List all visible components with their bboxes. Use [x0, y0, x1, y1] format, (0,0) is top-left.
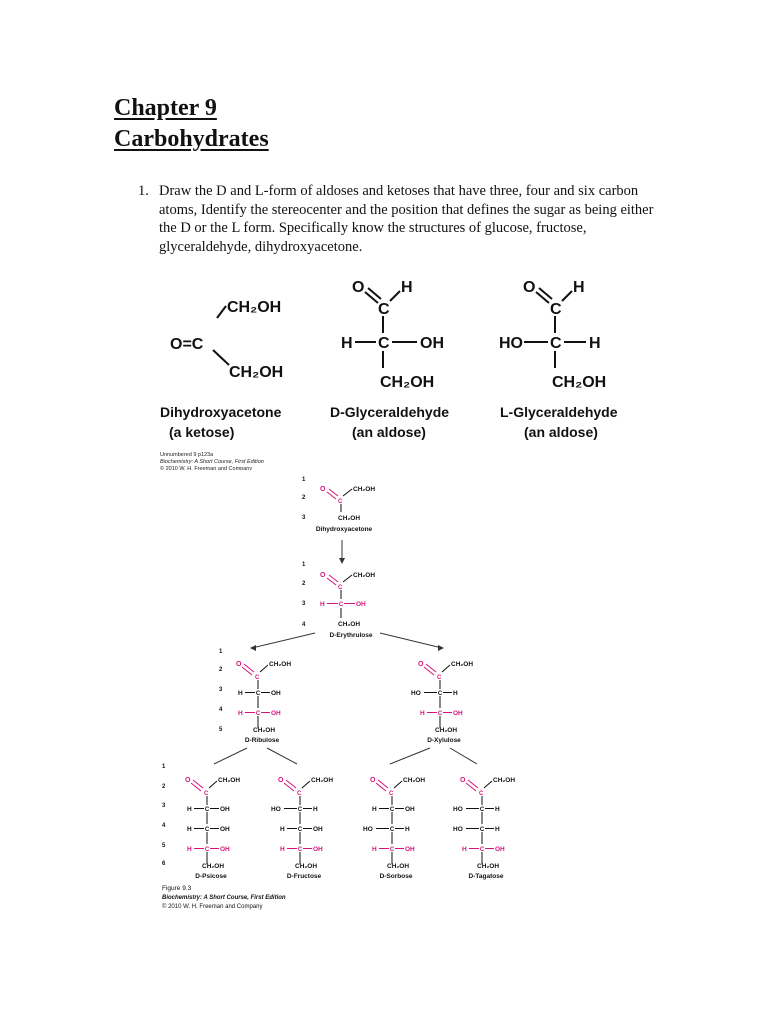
- dha2-c3: CH₂OH: [338, 515, 361, 522]
- ribulose-c2: C: [255, 675, 260, 681]
- fructose-bottom: CH₂OH: [295, 863, 318, 870]
- fructose-c2: C: [297, 791, 302, 797]
- hexose-arrow: [450, 748, 477, 764]
- ery-name: D-Erythrulose: [329, 632, 373, 639]
- sorbose-c2: C: [389, 791, 394, 797]
- fig2-credit-1: Figure 9.3: [162, 885, 192, 892]
- lgly-c2: C: [550, 335, 562, 352]
- ribulose-oxygen: O: [236, 661, 242, 668]
- ery-bottom: CH₂OH: [338, 621, 361, 628]
- dha2-c2: C: [338, 499, 343, 505]
- dha2-name: Dihydroxyacetone: [315, 526, 373, 533]
- ribulose-left-1: H: [238, 710, 243, 717]
- arrow-head: [339, 558, 345, 564]
- dgly-name: D-Glyceraldehyde: [330, 404, 450, 420]
- sorbose-left-2: H: [372, 846, 377, 853]
- ribulose-right-0: OH: [271, 690, 281, 697]
- tagatose-right-2: OH: [495, 846, 505, 853]
- lgly-right: H: [589, 335, 601, 352]
- arrow-head: [250, 645, 256, 651]
- hexose-number-4: 4: [162, 823, 166, 829]
- psicose-c1-bond: [209, 781, 217, 788]
- sorbose-right-0: OH: [405, 806, 415, 813]
- tagatose-carbon-0: C: [479, 807, 485, 813]
- ribulose-left-0: H: [238, 690, 243, 697]
- fructose-c1-bond: [302, 781, 310, 788]
- xylulose-name: D-Xylulose: [427, 737, 461, 744]
- question-number: 1.: [138, 183, 149, 199]
- psicose-left-2: H: [187, 846, 192, 853]
- fructose-left-1: H: [280, 826, 285, 833]
- tagatose-carbonyl-bond: [466, 783, 476, 791]
- dgly-right: OH: [420, 335, 444, 352]
- xylulose-left-0: HO: [411, 690, 421, 697]
- hexose-number-6: 6: [162, 861, 166, 867]
- dgly-type: (an aldose): [352, 424, 426, 440]
- ery-right: OH: [356, 601, 366, 608]
- fructose-carbonyl-bond: [284, 783, 294, 791]
- tagatose-carbon-1: C: [479, 827, 485, 833]
- tagatose-left-0: HO: [453, 806, 463, 813]
- tagatose-c2: C: [479, 791, 484, 797]
- sorbose-right-1: H: [405, 826, 410, 833]
- hexose-number-5: 5: [162, 843, 166, 849]
- lgly-left: HO: [499, 335, 523, 352]
- ribulose-carbonyl-bond: [244, 664, 254, 672]
- psicose-c2: C: [204, 791, 209, 797]
- sorbose-right-2: OH: [405, 846, 415, 853]
- ery-oxygen: O: [320, 572, 326, 579]
- psicose-carbon-0: C: [204, 807, 210, 813]
- dha2-c1: CH₂OH: [353, 486, 376, 493]
- lgly-name: L-Glyceraldehyde: [500, 404, 618, 420]
- xylulose-c2: C: [437, 675, 442, 681]
- dgly-o: O: [352, 279, 365, 296]
- lgly-o: O: [523, 279, 536, 296]
- sorbose-oxygen: O: [370, 777, 376, 784]
- pentose-number-3: 3: [219, 687, 223, 693]
- dha-number-2: 2: [302, 495, 306, 501]
- psicose-carbon-2: C: [204, 847, 210, 853]
- xylulose-carbonyl-bond: [426, 664, 436, 672]
- fructose-left-2: H: [280, 846, 285, 853]
- sorbose-c1-bond: [394, 781, 402, 788]
- xylulose-carbonyl-bond: [424, 667, 434, 675]
- fig1-credit-1: Unnumbered 9 p123a: [160, 452, 214, 458]
- dha-number-3: 3: [302, 515, 306, 521]
- pentose-number-2: 2: [219, 667, 223, 673]
- ery-number-2: 2: [302, 581, 306, 587]
- lgly-c1: C: [550, 301, 562, 318]
- hexose-arrow: [267, 748, 297, 764]
- psicose-left-0: H: [187, 806, 192, 813]
- fig1-credit-3: © 2010 W. H. Freeman and Company: [160, 466, 253, 470]
- ery-c2: C: [338, 585, 343, 591]
- chapter-subtitle: Carbohydrates: [114, 126, 269, 152]
- hexose-number-1: 1: [162, 764, 166, 770]
- arrow-head: [438, 645, 444, 651]
- lgly-type: (an aldose): [524, 424, 598, 440]
- dha-type: (a ketose): [169, 424, 235, 440]
- xylulose-bottom: CH₂OH: [435, 727, 458, 734]
- sorbose-c1: CH₂OH: [403, 777, 426, 784]
- sorbose-carbon-1: C: [389, 827, 395, 833]
- dgly-c1: C: [378, 301, 390, 318]
- xylulose-carbon-0: C: [437, 691, 443, 697]
- sorbose-carbon-2: C: [389, 847, 395, 853]
- dha-top-group: CH₂OH: [227, 299, 282, 316]
- hexose-arrow: [214, 748, 247, 764]
- psicose-c1: CH₂OH: [218, 777, 241, 784]
- pentose-number-1: 1: [219, 649, 223, 655]
- fig1-credit-2: Biochemistry: A Short Course, First Edition: [160, 459, 264, 465]
- tagatose-name: D-Tagatose: [468, 873, 504, 880]
- branch-arrow: [252, 633, 315, 648]
- psicose-carbon-1: C: [204, 827, 210, 833]
- tagatose-carbon-2: C: [479, 847, 485, 853]
- ribulose-c1: CH₂OH: [269, 661, 292, 668]
- ery-c1-bond: [343, 575, 352, 582]
- dha-number-1: 1: [302, 477, 306, 483]
- fructose-c1: CH₂OH: [311, 777, 334, 784]
- psicose-right-2: OH: [220, 846, 230, 853]
- dgly-left: H: [341, 335, 353, 352]
- psicose-left-1: H: [187, 826, 192, 833]
- ery-left: H: [320, 601, 325, 608]
- fructose-carbon-1: C: [297, 827, 303, 833]
- sorbose-bottom: CH₂OH: [387, 863, 410, 870]
- ery-number-4: 4: [302, 622, 306, 628]
- ribulose-bottom: CH₂OH: [253, 727, 276, 734]
- tagatose-left-2: H: [462, 846, 467, 853]
- fructose-right-0: H: [313, 806, 318, 813]
- psicose-oxygen: O: [185, 777, 191, 784]
- xylulose-oxygen: O: [418, 661, 424, 668]
- dha-bottom-group: CH₂OH: [229, 364, 284, 381]
- pentose-number-5: 5: [219, 727, 223, 733]
- tagatose-right-1: H: [495, 826, 500, 833]
- tagatose-c1: CH₂OH: [493, 777, 516, 784]
- dgly-h: H: [401, 279, 413, 296]
- dha-carbonyl: O=C: [170, 336, 204, 353]
- ribulose-name: D-Ribulose: [244, 737, 280, 744]
- sorbose-carbonyl-bond: [376, 783, 386, 791]
- hexose-arrow: [390, 748, 430, 764]
- fructose-name: D-Fructose: [286, 873, 322, 880]
- hexose-number-2: 2: [162, 784, 166, 790]
- ribulose-c1-bond: [260, 665, 268, 672]
- ribulose-carbon-1: C: [255, 711, 261, 717]
- fructose-carbon-2: C: [297, 847, 303, 853]
- tagatose-left-1: HO: [453, 826, 463, 833]
- psicose-name: D-Psicose: [195, 873, 227, 880]
- ery-c3: C: [338, 602, 344, 608]
- psicose-carbonyl-bond: [193, 780, 203, 788]
- xylulose-carbon-1: C: [437, 711, 443, 717]
- psicose-right-0: OH: [220, 806, 230, 813]
- dgly-bottom: CH₂OH: [380, 374, 435, 391]
- sorbose-left-1: HO: [363, 826, 373, 833]
- fructose-oxygen: O: [278, 777, 284, 784]
- tagatose-right-0: H: [495, 806, 500, 813]
- xylulose-c1-bond: [442, 665, 450, 672]
- ery-c1: CH₂OH: [353, 572, 376, 579]
- lgly-h: H: [573, 279, 585, 296]
- tagatose-c1-bond: [484, 781, 492, 788]
- fructose-carbon-0: C: [297, 807, 303, 813]
- dha2-c1-bond: [343, 489, 352, 496]
- xylulose-left-1: H: [420, 710, 425, 717]
- ribulose-carbon-0: C: [255, 691, 261, 697]
- psicose-bottom: CH₂OH: [202, 863, 225, 870]
- fig2-credit-3: © 2010 W. H. Freeman and Company: [162, 904, 263, 910]
- lgly-bottom: CH₂OH: [552, 374, 607, 391]
- tagatose-carbonyl-bond: [468, 780, 478, 788]
- pentose-number-4: 4: [219, 707, 223, 713]
- ery-number-3: 3: [302, 601, 306, 607]
- branch-arrow: [380, 633, 442, 648]
- xylulose-right-0: H: [453, 690, 458, 697]
- fructose-carbonyl-bond: [286, 780, 296, 788]
- dha2-oxygen: O: [320, 486, 326, 493]
- psicose-carbonyl-bond: [191, 783, 201, 791]
- sorbose-carbonyl-bond: [378, 780, 388, 788]
- dgly-c2: C: [378, 335, 390, 352]
- sorbose-left-0: H: [372, 806, 377, 813]
- fructose-right-1: OH: [313, 826, 323, 833]
- chapter-title: Chapter 9: [114, 95, 217, 121]
- sorbose-name: D-Sorbose: [379, 873, 413, 880]
- psicose-right-1: OH: [220, 826, 230, 833]
- dha-name: Dihydroxyacetone: [160, 404, 282, 420]
- xylulose-c1: CH₂OH: [451, 661, 474, 668]
- tagatose-oxygen: O: [460, 777, 466, 784]
- question-text: Draw the D and L-form of aldoses and ketoses that have three, four and six carbon atoms, Identify the stereocenter and the position that defines the sugar as being either the D or the L form. Specifically know the structures of glucose, fructose, glyceraldehyde, dihydroxyacetone.: [159, 183, 654, 255]
- fructose-right-2: OH: [313, 846, 323, 853]
- sorbose-carbon-0: C: [389, 807, 395, 813]
- hexose-number-3: 3: [162, 803, 166, 809]
- xylulose-right-1: OH: [453, 710, 463, 717]
- ribulose-carbonyl-bond: [242, 667, 252, 675]
- ketose-family-figure: [152, 470, 552, 920]
- ribulose-right-1: OH: [271, 710, 281, 717]
- fructose-left-0: HO: [271, 806, 281, 813]
- tagatose-bottom: CH₂OH: [477, 863, 500, 870]
- ery-number-1: 1: [302, 562, 306, 568]
- fig2-credit-2: Biochemistry: A Short Course, First Edition: [162, 895, 286, 901]
- triose-structures-figure: [152, 270, 622, 470]
